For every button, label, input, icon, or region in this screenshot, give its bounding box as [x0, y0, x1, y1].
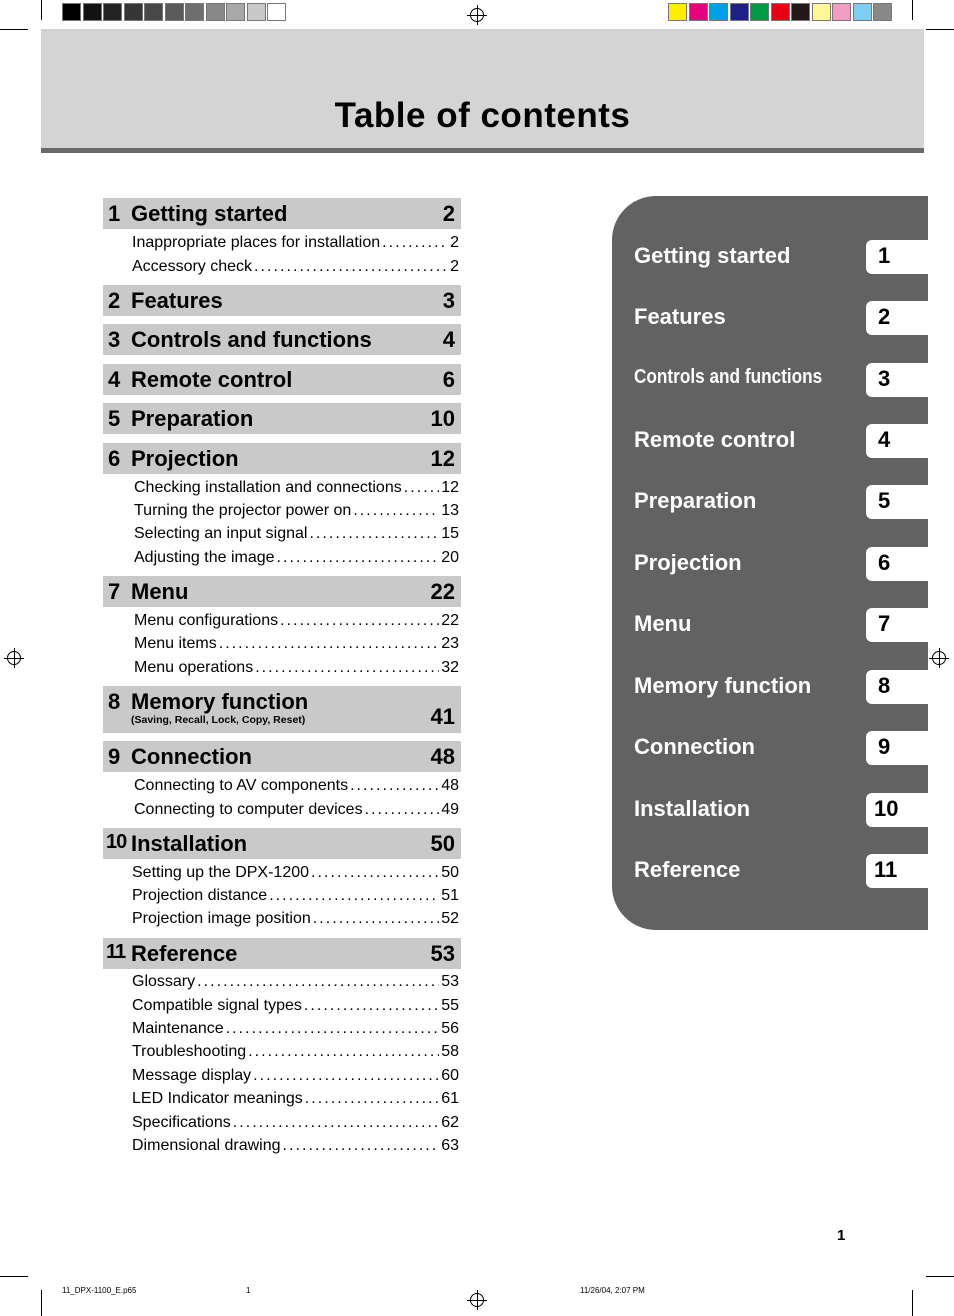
chapter-title: Menu	[131, 579, 189, 604]
toc-entry-title: Message display	[132, 1067, 252, 1084]
toc-entry[interactable]	[132, 864, 459, 884]
color-swatch	[709, 3, 728, 21]
color-swatch	[730, 3, 749, 21]
toc-entry-page: 53	[441, 973, 459, 990]
chapter-title: Controls and functions	[131, 327, 372, 352]
header-rule	[41, 148, 924, 153]
chapter-tab-number: 11	[866, 854, 928, 888]
toc-entry-title: Connecting to AV components	[134, 777, 349, 794]
chapter-tab-label: Connection	[634, 734, 755, 759]
toc-entry-title: Menu items	[134, 635, 217, 652]
chapter-tab-number: 1	[866, 240, 928, 274]
toc-entry-page: 58	[441, 1043, 459, 1060]
toc-entry[interactable]	[134, 612, 459, 632]
color-swatch	[750, 3, 769, 21]
toc-entry[interactable]	[132, 1067, 459, 1087]
toc-entry[interactable]	[134, 635, 459, 655]
toc-entry-page: 13	[441, 502, 459, 519]
toc-entry-page: 63	[441, 1137, 459, 1154]
chapter-subtitle: (Saving, Recall, Lock, Copy, Reset)	[131, 714, 306, 726]
chapter-tab-label: Memory function	[634, 673, 812, 698]
toc-entry-leader	[255, 659, 439, 677]
color-swatch	[668, 3, 687, 21]
footer-date: 11/26/04, 2:07 PM	[580, 1286, 645, 1295]
gray-swatch	[144, 3, 163, 21]
chapter-number: 2	[108, 288, 121, 313]
toc-entry-title: Setting up the DPX-1200	[132, 864, 310, 881]
chapter-number: 3	[108, 327, 121, 352]
chapter-tab[interactable]	[634, 240, 928, 274]
chapter-heading[interactable]	[103, 364, 461, 395]
chapter-tab-label: Projection	[634, 550, 742, 575]
chapter-tab-label: Preparation	[634, 488, 757, 513]
gray-swatch	[165, 3, 184, 21]
chapter-page: 50	[430, 831, 455, 856]
chapter-tab-number: 4	[866, 424, 928, 458]
toc-entry-page: 2	[450, 258, 459, 275]
chapter-tab[interactable]	[634, 731, 928, 765]
chapter-tab[interactable]	[634, 793, 928, 827]
chapter-page: 3	[442, 288, 455, 313]
toc-entry-leader	[253, 1067, 439, 1085]
chapter-tab[interactable]	[634, 547, 928, 581]
chapter-title: Installation	[131, 831, 248, 856]
chapter-number: 8	[108, 689, 121, 714]
chapter-tab-label: Controls and functions	[634, 366, 823, 388]
color-swatch	[771, 3, 790, 21]
chapter-heading[interactable]	[103, 324, 461, 355]
chapter-title: Getting started	[131, 201, 288, 226]
toc-entry[interactable]	[132, 234, 459, 254]
toc-entry[interactable]	[134, 801, 459, 821]
toc-entry-title: Projection image position	[132, 910, 311, 927]
chapter-tab-label: Remote control	[634, 427, 796, 452]
chapter-tab-number: 7	[866, 608, 928, 642]
color-swatch	[832, 3, 851, 21]
chapter-tab[interactable]	[634, 854, 928, 888]
toc-entry-title: Turning the projector power on	[134, 502, 352, 519]
toc-entry[interactable]	[132, 887, 459, 907]
chapter-heading[interactable]	[103, 576, 461, 607]
toc-entry-leader	[233, 1114, 439, 1132]
toc-entry[interactable]	[134, 525, 459, 545]
chapter-number: 10	[106, 831, 127, 853]
toc-entry[interactable]	[132, 1137, 459, 1157]
registration-mark-right-icon	[932, 651, 946, 665]
chapter-tab-label: Installation	[634, 796, 751, 821]
toc-entry-page: 56	[441, 1020, 459, 1037]
gray-swatch	[267, 3, 286, 21]
toc-entry[interactable]	[132, 910, 459, 930]
toc-entry[interactable]	[132, 1090, 459, 1110]
toc-entry-page: 49	[441, 801, 459, 818]
gray-swatch	[226, 3, 245, 21]
toc-entry-page: 48	[441, 777, 459, 794]
chapter-number: 4	[108, 367, 121, 392]
toc-entry-title: Checking installation and connections	[134, 479, 402, 496]
toc-entry-page: 12	[441, 479, 459, 496]
toc-entry[interactable]	[134, 479, 459, 499]
toc-entry-title: Connecting to computer devices	[134, 801, 363, 818]
chapter-tab[interactable]	[634, 301, 928, 335]
toc-entry-title: Glossary	[132, 973, 196, 990]
gray-swatch	[62, 3, 81, 21]
toc-entry[interactable]	[134, 502, 459, 522]
toc-entry[interactable]	[134, 777, 459, 797]
toc-entry-title: Menu operations	[134, 659, 254, 676]
chapter-number: 5	[108, 406, 121, 431]
toc-entry-leader	[313, 910, 439, 928]
toc-entry-leader	[304, 997, 439, 1015]
gray-swatch	[206, 3, 225, 21]
toc-entry[interactable]	[134, 549, 459, 569]
toc-entry-page: 20	[441, 549, 459, 566]
toc-entry[interactable]	[132, 1020, 459, 1040]
chapter-heading[interactable]	[103, 443, 461, 474]
chapter-page: 41	[430, 704, 455, 729]
toc-entry-page: 52	[441, 910, 459, 927]
chapter-page: 48	[430, 744, 455, 769]
toc-entry-page: 60	[441, 1067, 459, 1084]
chapter-title: Connection	[131, 744, 252, 769]
chapter-tab-number: 5	[866, 485, 928, 519]
chapter-title: Reference	[131, 941, 238, 966]
toc-entry-leader	[404, 479, 439, 497]
chapter-number: 7	[108, 579, 121, 604]
chapter-tab-number: 9	[866, 731, 928, 765]
chapter-tab-label: Getting started	[634, 243, 791, 268]
toc-entry-leader	[305, 1090, 439, 1108]
chapter-number: 6	[108, 446, 121, 471]
toc-entry-title: Inappropriate places for installation	[132, 234, 381, 251]
toc-entry-leader	[219, 635, 440, 653]
chapter-heading[interactable]	[103, 198, 461, 229]
registration-mark-bottom-icon	[470, 1293, 484, 1307]
chapter-tab-number: 2	[866, 301, 928, 335]
chapter-heading[interactable]	[103, 285, 461, 316]
gray-swatch	[185, 3, 204, 21]
toc-entry-title: Adjusting the image	[134, 549, 275, 566]
chapter-number: 11	[106, 941, 126, 963]
chapter-tab-label: Reference	[634, 857, 741, 882]
chapter-tab-number: 8	[866, 670, 928, 704]
chapter-tab[interactable]	[634, 363, 928, 397]
toc-entry-leader	[365, 801, 440, 819]
gray-swatch	[103, 3, 122, 21]
chapter-heading[interactable]	[103, 828, 461, 859]
toc-entry-title: Dimensional drawing	[132, 1137, 281, 1154]
chapter-tab[interactable]	[634, 670, 928, 704]
toc-entry-page: 2	[450, 234, 459, 251]
toc-entry-page: 55	[441, 997, 459, 1014]
toc-entry-page: 51	[441, 887, 459, 904]
toc-entry-leader	[254, 258, 448, 276]
toc-entry-title: Troubleshooting	[132, 1043, 247, 1060]
toc-entry-page: 22	[441, 612, 459, 629]
chapter-tab-label: Menu	[634, 611, 692, 636]
toc-entry-title: LED Indicator meanings	[132, 1090, 303, 1107]
chapter-heading[interactable]	[103, 938, 461, 969]
chapter-title: Projection	[131, 446, 239, 471]
gray-swatch	[124, 3, 143, 21]
toc-entry-leader	[350, 777, 439, 795]
toc-entry-leader	[269, 887, 439, 905]
toc-entry-page: 50	[441, 864, 459, 881]
toc-entry-leader	[197, 973, 439, 991]
footer-page: 1	[246, 1286, 251, 1295]
toc-entry[interactable]	[132, 1114, 459, 1134]
toc-entry-title: Accessory check	[132, 258, 253, 275]
chapter-heading[interactable]	[103, 686, 461, 733]
gray-swatch	[247, 3, 266, 21]
chapter-page: 12	[430, 446, 455, 471]
chapter-title: Remote control	[131, 367, 293, 392]
chapter-title: Memory function	[131, 689, 309, 714]
chapter-title: Features	[131, 288, 223, 313]
chapter-tab-label: Features	[634, 304, 726, 329]
toc-entry-page: 61	[441, 1090, 459, 1107]
toc-entry-title: Projection distance	[132, 887, 268, 904]
footer-file-name: 11_DPX-1100_E.p65	[62, 1286, 137, 1295]
chapter-heading[interactable]	[103, 741, 461, 772]
color-swatch	[853, 3, 872, 21]
toc-entry-leader	[311, 864, 439, 882]
gray-swatch	[83, 3, 102, 21]
toc-entry-title: Selecting an input signal	[134, 525, 308, 542]
chapter-tab[interactable]	[634, 424, 928, 458]
chapter-page: 6	[442, 367, 455, 392]
color-swatch	[689, 3, 708, 21]
chapter-page: 10	[430, 406, 455, 431]
toc-entry-leader	[353, 502, 439, 520]
toc-entry-title: Maintenance	[132, 1020, 224, 1037]
color-swatch	[812, 3, 831, 21]
toc-entry-leader	[248, 1043, 439, 1061]
page-title: Table of contents	[334, 96, 631, 135]
toc-entry-page: 15	[441, 525, 459, 542]
toc-entry[interactable]	[132, 997, 459, 1017]
chapter-page: 2	[442, 201, 455, 226]
color-swatch	[791, 3, 810, 21]
chapter-tab-number: 10	[866, 793, 928, 827]
chapter-page: 22	[430, 579, 455, 604]
chapter-heading[interactable]	[103, 403, 461, 434]
toc-entry-title: Specifications	[132, 1114, 231, 1131]
toc-entry-leader	[226, 1020, 440, 1038]
toc-entry-leader	[382, 234, 448, 252]
toc-entry[interactable]	[132, 1043, 459, 1063]
registration-mark-left-icon	[7, 651, 21, 665]
toc-entry-leader	[280, 612, 439, 630]
toc-entry-leader	[277, 549, 440, 567]
color-swatch	[873, 3, 892, 21]
toc-entry[interactable]	[134, 659, 459, 679]
toc-entry[interactable]	[132, 258, 459, 278]
toc-entry-title: Compatible signal types	[132, 997, 302, 1014]
chapter-tab-number: 6	[866, 547, 928, 581]
toc-entry-page: 23	[441, 635, 459, 652]
chapter-page: 4	[442, 327, 455, 352]
toc-entry-leader	[283, 1137, 440, 1155]
toc-entry-leader	[309, 525, 439, 543]
toc-entry-title: Menu configurations	[134, 612, 279, 629]
chapter-page: 53	[430, 941, 455, 966]
chapter-tab-number: 3	[866, 363, 928, 397]
toc-entry-page: 62	[441, 1114, 459, 1131]
chapter-title: Preparation	[131, 406, 254, 431]
chapter-number: 1	[108, 201, 121, 226]
chapter-tab[interactable]	[634, 608, 928, 642]
chapter-number: 9	[108, 744, 121, 769]
toc-entry[interactable]	[132, 973, 459, 993]
chapter-tab[interactable]	[634, 485, 928, 519]
page-number: 1	[837, 1227, 846, 1244]
toc-entry-page: 32	[441, 659, 459, 676]
registration-mark-top-icon	[470, 8, 484, 22]
